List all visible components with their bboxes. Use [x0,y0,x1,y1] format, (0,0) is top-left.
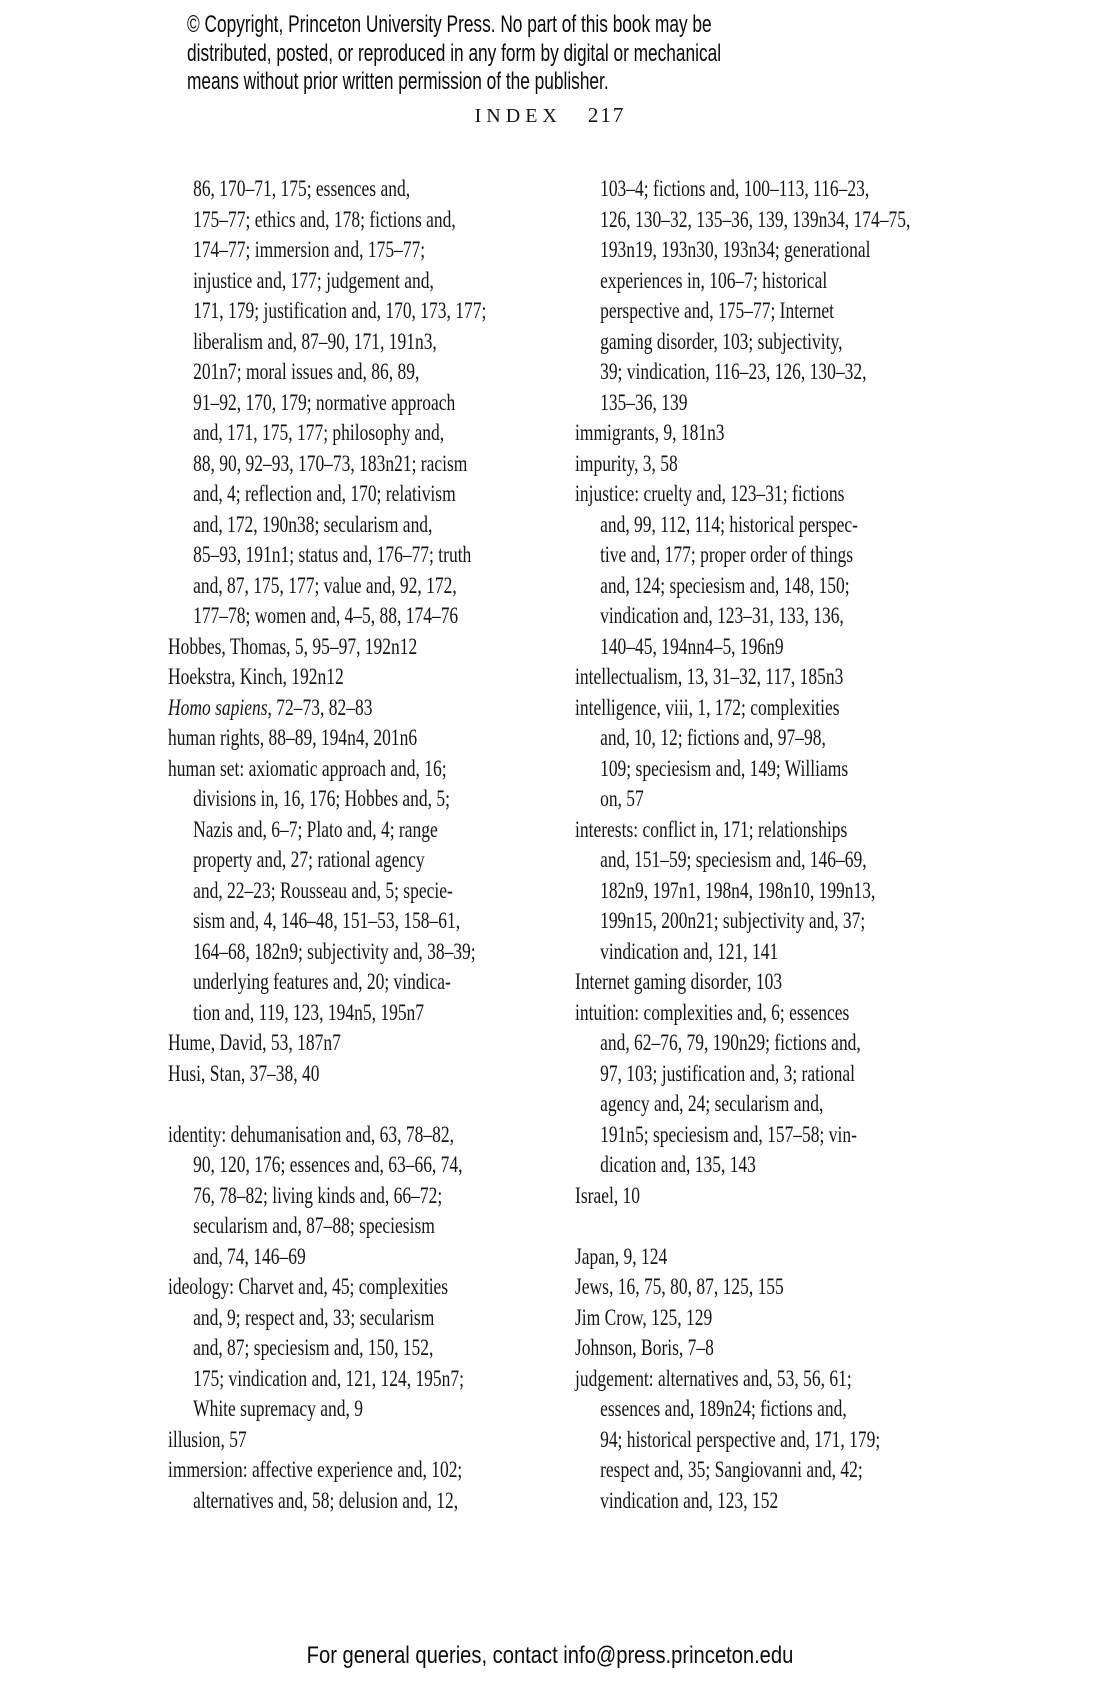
copyright-notice [187,11,721,97]
index-line: human set: axiomatic approach and, 16; [168,755,447,781]
index-line: Hume, David, 53, 187n7 [168,1030,341,1055]
index-line: 193n19, 193n30, 193n34; generational [600,237,871,262]
index-line: 109; speciesism and, 149; Williams [600,755,849,781]
index-line: and, 124; speciesism and, 148, 150; [600,572,850,598]
index-line: vindication and, 123, 152 [600,1487,779,1513]
index-line: secularism and, 87–88; speciesism [193,1213,435,1238]
index-line: and, 9; respect and, 33; secularism [193,1304,435,1330]
index-line: and, 172, 190n38; secularism and, [193,511,433,537]
index-line: 182n9, 197n1, 198n4, 198n10, 199n13, [600,877,876,903]
index-line: vindication and, 123–31, 133, 136, [600,603,844,628]
index-line: and, 151–59; speciesism and, 146–69, [600,847,867,872]
index-line: human rights, 88–89, 194n4, 201n6 [168,725,418,750]
index-line: and, 22–23; Rousseau and, 5; specie- [193,877,453,903]
index-line: respect and, 35; Sangiovanni and, 42; [600,1457,863,1482]
index-line: experiences in, 106–7; historical [600,267,828,293]
index-line: 171, 179; justification and, 170, 173, 177; [193,298,487,323]
index-line: Japan, 9, 124 [575,1243,668,1269]
index-line: 91–92, 170, 179; normative approach [193,389,456,415]
index-line: 177–78; women and, 4–5, 88, 174–76 [193,603,459,628]
index-line: and, 99, 112, 114; historical perspec- [600,511,859,537]
index-line: intelligence, viii, 1, 172; complexities [575,694,840,720]
index-line: 201n7; moral issues and, 86, 89, [193,359,420,384]
index-line: Homo sapiens, 72–73, 82–83 [168,694,373,720]
index-line: 90, 120, 176; essences and, 63–66, 74, [193,1152,463,1177]
index-line: White supremacy and, 9 [193,1396,363,1421]
index-line: 140–45, 194nn4–5, 196n9 [600,633,784,659]
index-line: on, 57 [600,786,644,811]
index-line: essences and, 189n24; fictions and, [600,1396,847,1421]
index-line: Johnson, Boris, 7–8 [575,1335,714,1360]
index-line: and, 62–76, 79, 190n29; fictions and, [600,1030,861,1055]
index-line: alternatives and, 58; delusion and, 12, [193,1487,459,1513]
index-line: Husi, Stan, 37–38, 40 [168,1060,320,1086]
index-line: gaming disorder, 103; subjectivity, [600,328,843,354]
index-line: 39; vindication, 116–23, 126, 130–32, [600,359,867,384]
copyright-line: distributed, posted, or reproduced in any form by digital or mechanical [187,39,722,67]
index-line: 97, 103; justification and, 3; rational [600,1060,855,1086]
index-line: injustice and, 177; judgement and, [193,267,434,293]
index-line: and, 10, 12; fictions and, 97–98, [600,725,826,750]
index-line: 135–36, 139 [600,389,688,415]
section-gap [575,1211,940,1242]
copyright-line: © Copyright, Princeton University Press. No part of this book may be [187,11,712,38]
index-line: 88, 90, 92–93, 170–73, 183n21; racism [193,450,468,476]
index-line: 126, 130–32, 135–36, 139, 139n34, 174–75, [600,206,911,232]
index-line: 85–93, 191n1; status and, 176–77; truth [193,542,472,567]
index-line: impurity, 3, 58 [575,450,678,476]
page-header [0,103,1100,128]
index-line: and, 87; speciesism and, 150, 152, [193,1335,434,1360]
index-line: and, 171, 175, 177; philosophy and, [193,420,445,445]
index-line: 103–4; fictions and, 100–113, 116–23, [600,176,870,201]
copyright-line: means without prior written permission of the publisher. [187,68,609,95]
index-line: 175–77; ethics and, 178; fictions and, [193,206,456,232]
index-line: agency and, 24; secularism and, [600,1091,824,1116]
index-title: INDEX [474,105,562,127]
index-line: Israel, 10 [575,1182,641,1208]
index-line: tive and, 177; proper order of things [600,542,853,567]
index-line: perspective and, 175–77; Internet [600,298,835,323]
index-line: 199n15, 200n21; subjectivity and, 37; [600,908,866,933]
index-line: liberalism and, 87–90, 171, 191n3, [193,328,437,354]
footer-contact: For general queries, contact info@press.princeton.edu [306,1642,794,1669]
index-line: divisions in, 16, 176; Hobbes and, 5; [193,786,450,811]
index-column-right [575,174,940,1516]
index-line: Hobbes, Thomas, 5, 95–97, 192n12 [168,633,418,659]
index-line: and, 74, 146–69 [193,1243,306,1269]
index-line: 94; historical perspective and, 171, 179; [600,1426,881,1452]
index-line: intellectualism, 13, 31–32, 117, 185n3 [575,664,844,689]
index-line: tion and, 119, 123, 194n5, 195n7 [193,999,425,1025]
index-line: 76, 78–82; living kinds and, 66–72; [193,1182,443,1208]
index-line: illusion, 57 [168,1426,247,1452]
page-number: 217 [587,103,626,127]
index-line: 86, 170–71, 175; essences and, [193,176,411,201]
index-line: interests: conflict in, 171; relationships [575,816,848,842]
index-line: intuition: complexities and, 6; essences [575,999,850,1025]
section-gap [168,1089,533,1120]
index-line: 164–68, 182n9; subjectivity and, 38–39; [193,938,476,964]
index-line: Internet gaming disorder, 103 [575,969,783,994]
index-column-left [168,174,533,1516]
index-line: and, 4; reflection and, 170; relativism [193,481,456,506]
index-line: ideology: Charvet and, 45; complexities [168,1274,449,1299]
index-line: 191n5; speciesism and, 157–58; vin- [600,1121,857,1147]
index-line: Jim Crow, 125, 129 [575,1304,713,1330]
index-line: immersion: affective experience and, 102; [168,1457,463,1482]
index-line: and, 87, 175, 177; value and, 92, 172, [193,572,457,598]
index-line: 174–77; immersion and, 175–77; [193,237,426,262]
index-line: underlying features and, 20; vindica- [193,969,451,994]
index-line: immigrants, 9, 181n3 [575,420,725,445]
index-line: judgement: alternatives and, 53, 56, 61; [575,1365,852,1391]
index-line: identity: dehumanisation and, 63, 78–82, [168,1121,454,1147]
index-line: property and, 27; rational agency [193,847,425,872]
index-line: vindication and, 121, 141 [600,938,779,964]
index-line: Jews, 16, 75, 80, 87, 125, 155 [575,1274,784,1299]
index-line: dication and, 135, 143 [600,1152,756,1177]
italic-term: Homo sapiens [168,694,268,720]
index-line: 175; vindication and, 121, 124, 195n7; [193,1365,464,1391]
index-line: Hoekstra, Kinch, 192n12 [168,664,344,689]
index-line: sism and, 4, 146–48, 151–53, 158–61, [193,908,461,933]
index-line: injustice: cruelty and, 123–31; fictions [575,481,845,506]
index-line: Nazis and, 6–7; Plato and, 4; range [193,816,438,842]
